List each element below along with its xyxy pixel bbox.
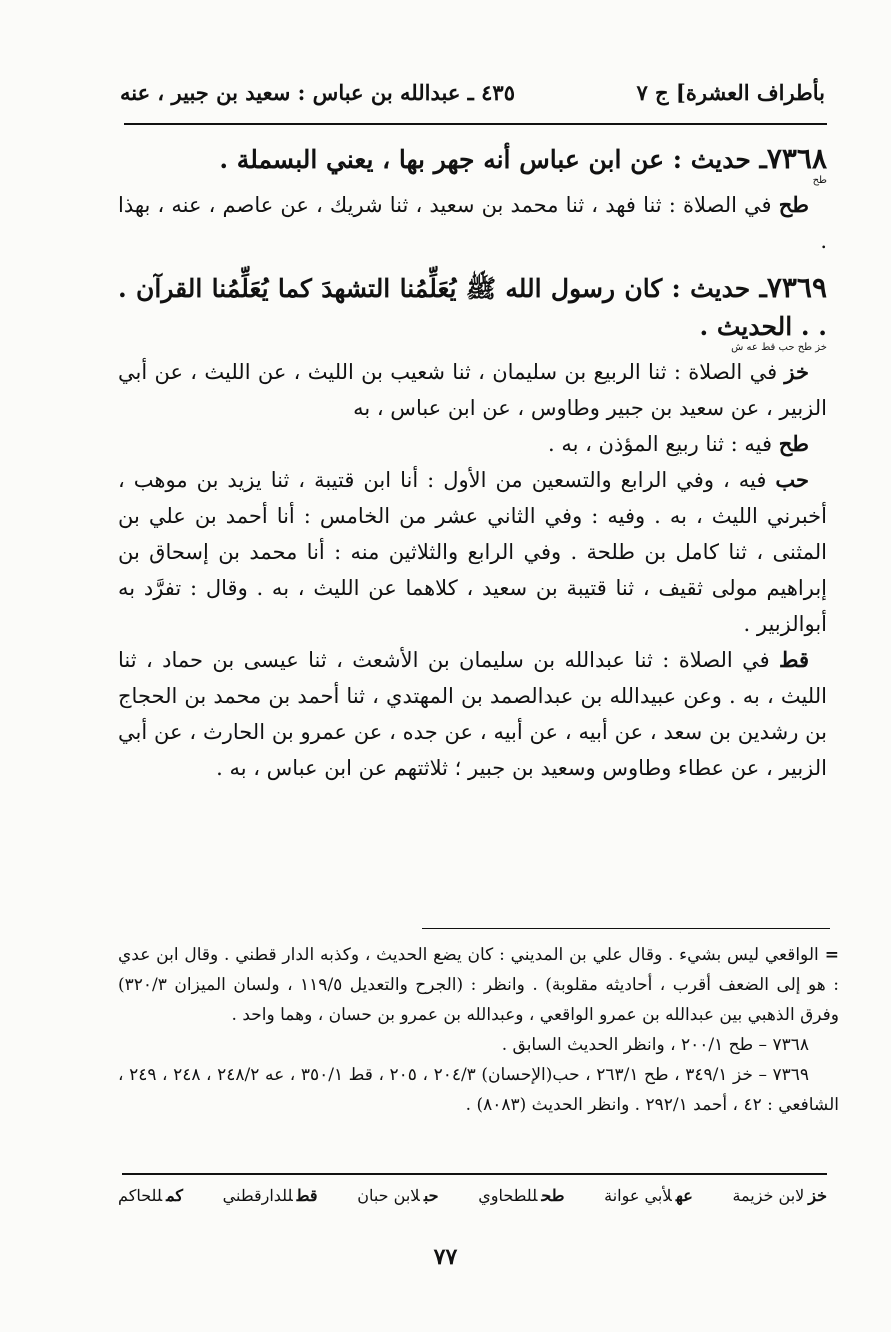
hadith-entry bbox=[118, 140, 827, 259]
running-header bbox=[120, 72, 825, 112]
legend-abbr: طح bbox=[541, 1186, 565, 1205]
entry-number: ٧٣٦٨ bbox=[766, 142, 827, 175]
legend-item bbox=[357, 1186, 438, 1205]
legend-abbr: عه bbox=[675, 1186, 693, 1205]
legend-abbr: حب bbox=[423, 1186, 439, 1205]
source-abbr: قط bbox=[779, 647, 809, 672]
footnote bbox=[118, 940, 839, 1030]
legend-item bbox=[118, 1186, 183, 1205]
footnote-rule bbox=[422, 928, 830, 929]
legend-name: للدارقطني bbox=[222, 1186, 293, 1205]
legend-item bbox=[732, 1186, 827, 1205]
legend-item bbox=[604, 1186, 693, 1205]
entry-number: ٧٣٦٩ bbox=[766, 271, 827, 304]
source-abbr: حب bbox=[775, 467, 809, 492]
source-text: فيه : ثنا ربيع المؤذن ، به . bbox=[547, 432, 779, 456]
header-section-title: ٤٣٥ ـ عبدالله بن عباس : سعيد بن جبير ، عنه bbox=[120, 79, 515, 105]
source-text: في الصلاة : ثنا عبدالله بن سليمان بن الأشعث ، ثنا عيسى بن حماد ، ثنا الليث ، به . وعن عبيدالله بن عبدالصمد بن المهتدي ، ثنا أحمد بن محمد بن الحجاج بن رشدين بن سعد ، عن أبيه ، عن أبيه ، عن جده ، عن عمرو بن الحارث ، عن أبي الزبير ، عن عطاء وطاوس وسعيد بن جبير ؛ ثلاثتهم عن ابن عباس ، به . bbox=[118, 648, 827, 780]
legend-name: للحاكم bbox=[118, 1186, 163, 1205]
entry-title: ـ حديث : كان رسول الله ﷺ يُعَلِّمُنا التشهدَ كما يُعَلِّمُنا القرآن . . . الحديث . bbox=[118, 274, 827, 341]
source-text: في الصلاة : ثنا الربيع بن سليمان ، ثنا شعيب بن الليث ، عن الليث ، عن أبي الزبير ، عن سعيد بن جبير وطاوس ، عن ابن عباس ، به bbox=[118, 360, 827, 420]
page-number: ٧٧ bbox=[433, 1244, 458, 1270]
abbreviation-legend bbox=[118, 1186, 827, 1205]
entry-heading bbox=[118, 140, 827, 179]
entry-title: ـ حديث : عن ابن عباس أنه جهر بها ، يعني البسملة . bbox=[219, 145, 767, 174]
footnote-text: الواقعي ليس بشيء . وقال علي بن المديني : كان يضع الحديث ، وكذبه الدار قطني . وقال ابن عدي : هو إلى الضعف أقرب ، أحاديثه مقلوبة) . وانظر : (الجرح والتعديل ١١٩/٥ ، ولسان الميزان ٣٢٠/٣) وفرق الذهبي بين عبدالله بن عمرو الواقعي ، وعبدالله بن عمرو بن حسان ، وهما واحد . bbox=[118, 945, 839, 1025]
legend-name: لابن حبان bbox=[357, 1186, 420, 1205]
entry-sigla: طح bbox=[812, 175, 827, 186]
entry-sigla: خز طح حب قط عه ش bbox=[731, 342, 827, 353]
legend-abbr: قط bbox=[296, 1186, 318, 1205]
legend-rule bbox=[122, 1173, 827, 1175]
legend-abbr: خز bbox=[808, 1186, 827, 1205]
source-abbr: طح bbox=[778, 192, 809, 217]
source-paragraph bbox=[118, 354, 827, 426]
source-paragraph bbox=[118, 426, 827, 462]
footnote-text: ٧٣٦٩ – خز ٣٤٩/١ ، طح ٢٦٣/١ ، حب(الإحسان) ٢٠٤/٣ ، ٢٠٥ ، قط ٣٥٠/١ ، عه ٢٤٨/٢ ، ٢٤٨ ، ٢٤٩ ، الشافعي : ٤٢ ، أحمد ٢٩٢/١ . وانظر الحديث (٨٠٨٣) . bbox=[118, 1065, 839, 1115]
legend-name: لأبي عوانة bbox=[604, 1186, 672, 1205]
header-rule bbox=[124, 123, 827, 125]
source-paragraph bbox=[118, 187, 827, 259]
legend-item bbox=[478, 1186, 564, 1205]
source-text: فيه ، وفي الرابع والتسعين من الأول : أنا ابن قتيبة ، ثنا يزيد بن موهب ، أخبرني الليث ، به . وفيه : وفي الثاني عشر من الخامس : أنا أحمد بن علي بن المثنى ، ثنا كامل بن طلحة . وفي الرابع والثلاثين منه : أنا محمد بن إسحاق بن إبراهيم مولى ثقيف ، ثنا قتيبة بن سعيد ، كلاهما عن الليث ، به . وقال : تفرَّد به أبوالزبير . bbox=[118, 468, 827, 636]
source-paragraph bbox=[118, 642, 827, 786]
source-abbr: خز bbox=[784, 359, 809, 384]
main-text bbox=[118, 140, 827, 786]
entry-heading bbox=[118, 269, 827, 346]
footnotes bbox=[118, 940, 839, 1120]
source-paragraph bbox=[118, 462, 827, 642]
hadith-entry bbox=[118, 269, 827, 786]
legend-item bbox=[223, 1186, 318, 1205]
footnote bbox=[118, 1060, 839, 1120]
legend-name: للطحاوي bbox=[478, 1186, 538, 1205]
footnote bbox=[118, 1030, 839, 1060]
continuation-mark: = bbox=[824, 945, 839, 965]
legend-name: لابن خزيمة bbox=[732, 1186, 805, 1205]
source-abbr: طح bbox=[778, 431, 809, 456]
footnote-text: ٧٣٦٨ – طح ٢٠٠/١ ، وانظر الحديث السابق . bbox=[501, 1035, 809, 1055]
legend-abbr: كم bbox=[166, 1186, 183, 1205]
header-book-title: بأطراف العشرة] ج ٧ bbox=[636, 79, 825, 105]
source-text: في الصلاة : ثنا فهد ، ثنا محمد بن سعيد ، ثنا شريك ، عن عاصم ، عنه ، بهذا . bbox=[118, 193, 827, 253]
